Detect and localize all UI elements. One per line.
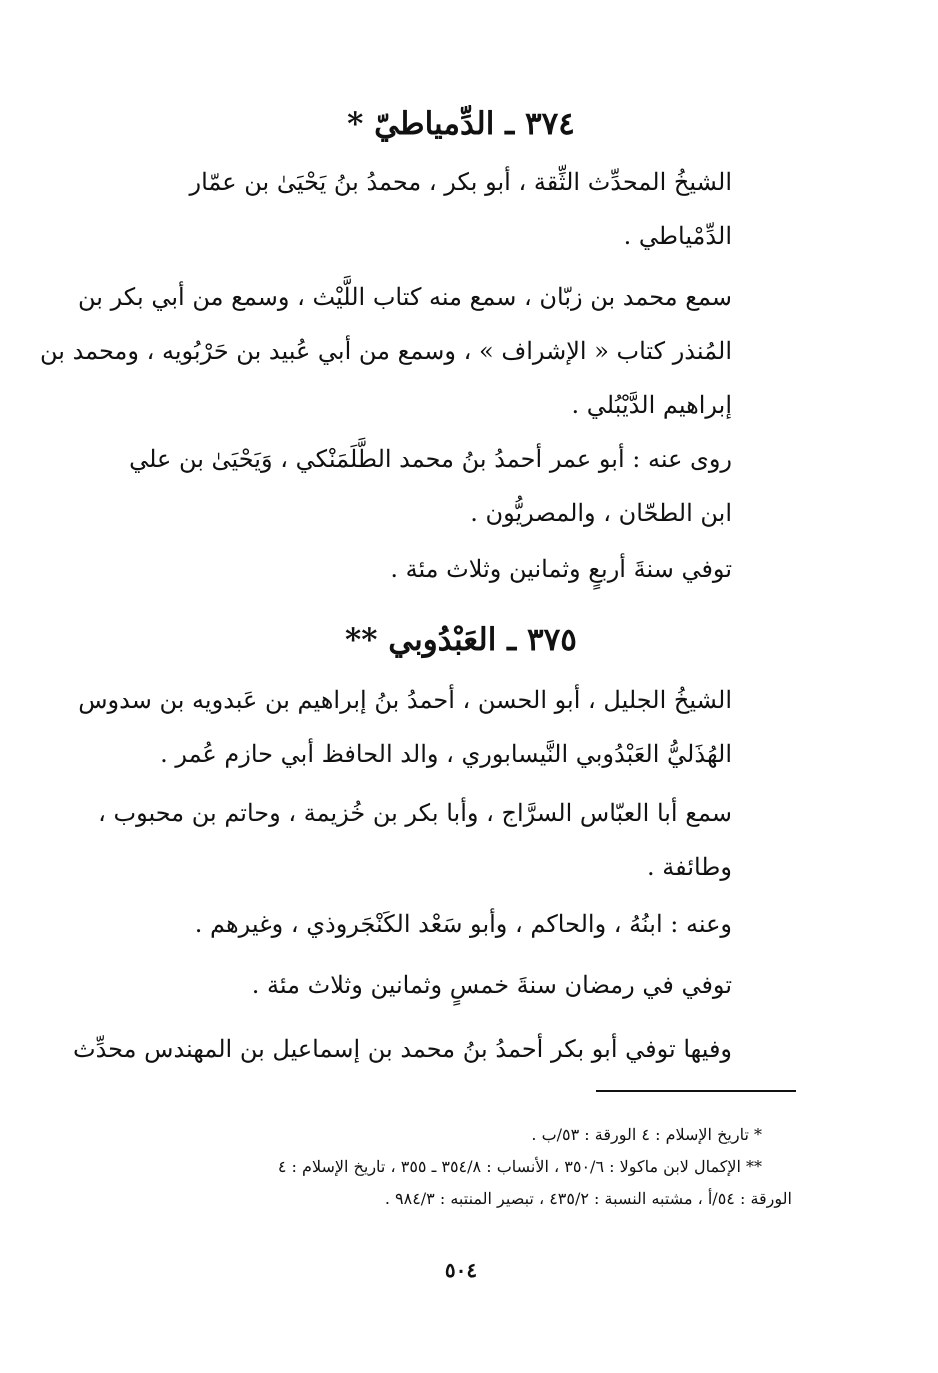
paragraph	[130, 432, 792, 540]
text-line: سمع محمد بن زبّان ، سمع منه كتاب اللَّيْث ، وسمع من أبي بكر بن	[77, 283, 732, 311]
text-line: وفيها توفي أبو بكر أحمدُ بنُ محمد بن إسماعيل بن المهندس محدِّث	[72, 1035, 732, 1063]
paragraph	[130, 897, 792, 951]
entry-heading: ٣٧٥ ـ العَبْدُوبي **	[345, 622, 577, 658]
footnote: الورقة : ٥٤/أ ، مشتبه النسبة : ٤٣٥/٢ ، تبصير المنتبه : ٩٨٤/٣ .	[384, 1189, 792, 1208]
paragraph	[72, 1022, 792, 1076]
text-line: الدِّمْياطي .	[623, 222, 732, 250]
paragraph	[98, 786, 792, 894]
text-line: توفي في رمضان سنةَ خمسٍ وثمانين وثلاث مئة .	[251, 971, 732, 999]
entry-heading: ٣٧٤ ـ الدِّمياطيّ *	[347, 106, 575, 142]
footnote: * تاريخ الإسلام : ٤ الورقة : ٥٣/ب .	[531, 1125, 762, 1144]
paragraph	[39, 270, 792, 432]
text-line: الشيخُ الجليل ، أبو الحسن ، أحمدُ بنُ إبراهيم بن عَبدويه بن سدوس	[78, 686, 732, 714]
text-line: روى عنه : أبو عمر أحمدُ بنُ محمد الطَّلَمَنْكي ، وَيَحْيَىٰ بن علي	[129, 445, 732, 473]
paragraph	[130, 542, 792, 596]
text-line: توفي سنةَ أربعٍ وثمانين وثلاث مئة .	[390, 555, 732, 583]
text-line: وعنه : ابنُهُ ، والحاكم ، وأبو سَعْد الكَنْجَروذي ، وغيرهم .	[194, 910, 732, 938]
text-line: سمع أبا العبّاس السرَّاج ، وأبا بكر بن خُزيمة ، وحاتم بن محبوب ،	[98, 799, 732, 827]
text-line: إبراهيم الدَّيْبُلي .	[571, 391, 732, 419]
paragraph	[130, 155, 792, 263]
paragraph	[78, 673, 792, 781]
footnote-separator	[596, 1090, 796, 1092]
text-line: الهُذَليُّ العَبْدُوبي النَّيسابوري ، والد الحافظ أبي حازم عُمر .	[160, 740, 732, 768]
page-number: ٥٠٤	[444, 1258, 478, 1282]
footnote: ** الإكمال لابن ماكولا : ٣٥٠/٦ ، الأنساب : ٣٥٤/٨ ـ ٣٥٥ ، تاريخ الإسلام : ٤	[277, 1157, 762, 1176]
text-line: المُنذر كتاب « الإشراف » ، وسمع من أبي عُبيد بن حَرْبُويه ، ومحمد بن	[39, 337, 732, 365]
text-line: الشيخُ المحدِّث الثِّقة ، أبو بكر ، محمدُ بنُ يَحْيَىٰ بن عمّار	[189, 168, 732, 196]
paragraph	[130, 958, 792, 1012]
text-line: وطائفة .	[647, 853, 732, 881]
text-line: ابن الطحّان ، والمصريُّون .	[470, 499, 732, 527]
